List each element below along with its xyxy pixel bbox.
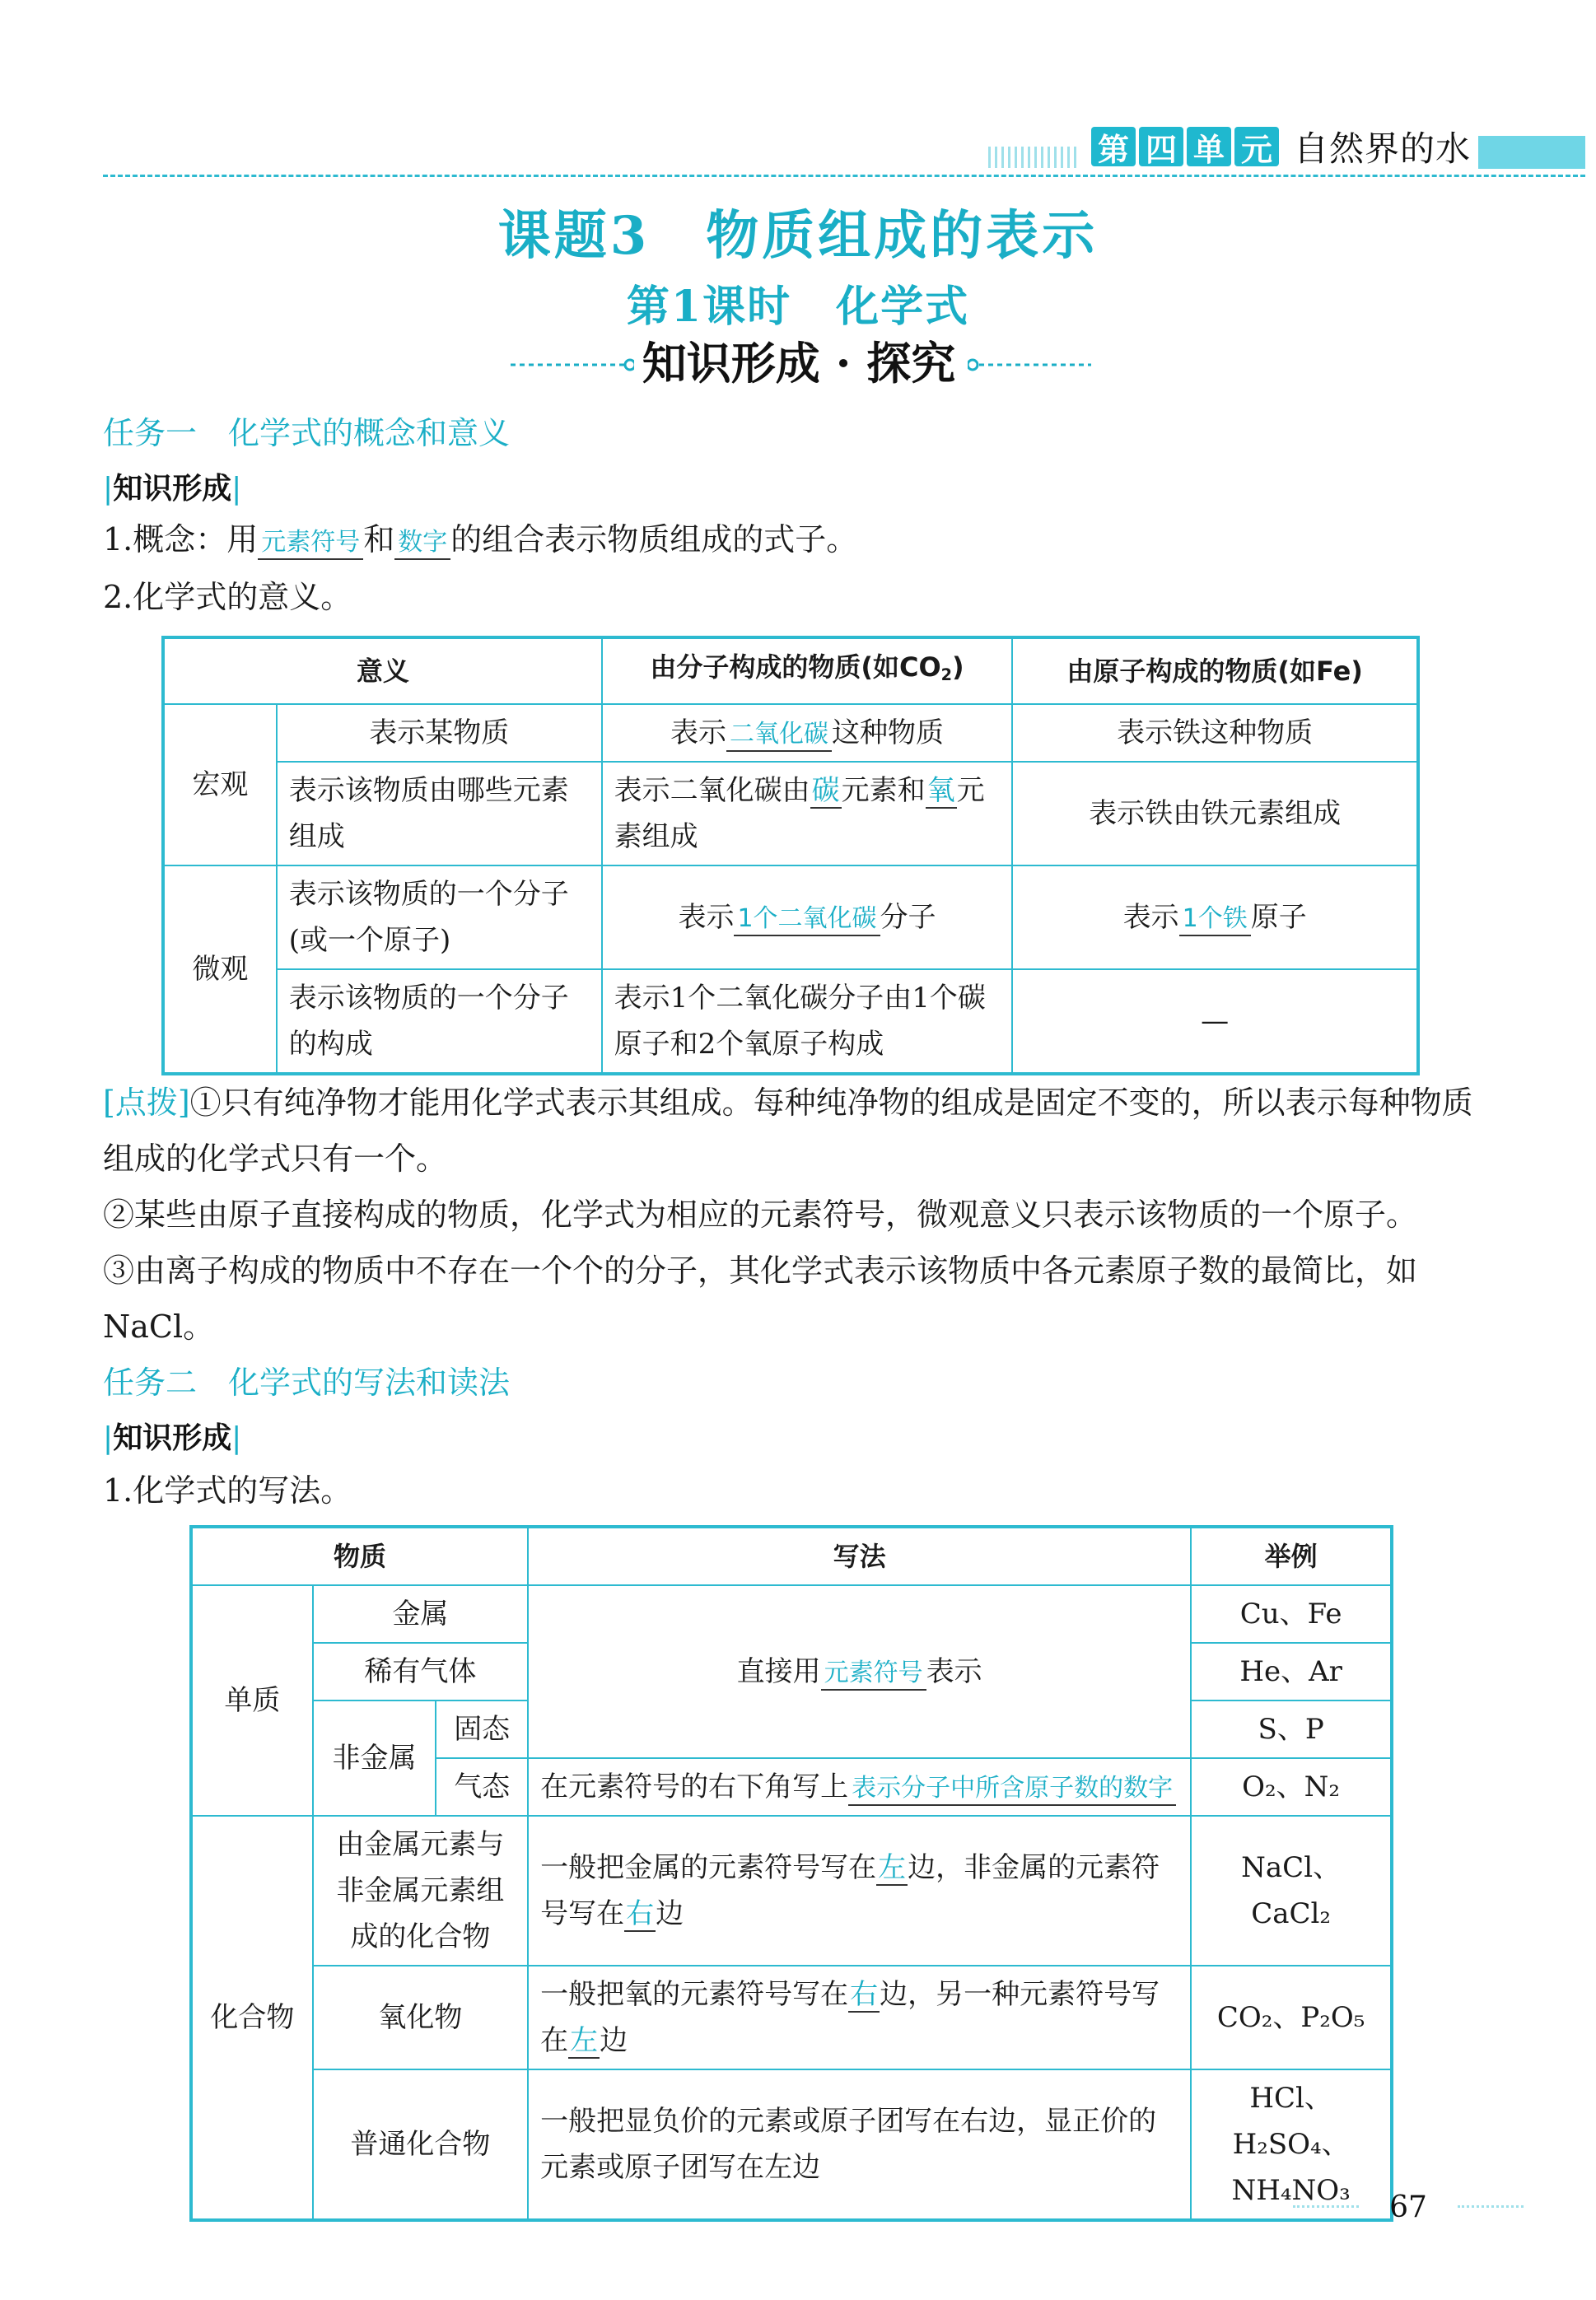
unit-char: 第	[1091, 127, 1136, 166]
table-row	[163, 865, 1418, 969]
unit-name: 自然界的水	[1294, 128, 1472, 169]
table-cell: 表示 二氧化碳 这种物质	[602, 704, 1013, 762]
table-cell: 化合物	[191, 1816, 313, 2220]
table-cell: 表示该物质的一个分子(或一个原子)	[277, 865, 602, 969]
answer-blank: 左	[878, 1851, 907, 1884]
table-cell: He、Ar	[1191, 1643, 1392, 1701]
unit-char: 单	[1187, 127, 1231, 166]
table-row	[191, 1585, 1392, 1643]
table-header: 物质	[191, 1527, 528, 1585]
task2-heading: 任务二 化学式的写法和读法	[103, 1365, 511, 1401]
table-header: 意义	[163, 637, 602, 704]
concept-line: 1.概念：用 元素符号 和 数字 的组合表示物质组成的式子。	[103, 519, 857, 560]
writing-table	[189, 1525, 1393, 2222]
table-row	[191, 2069, 1392, 2220]
table-header: 由原子构成的物质(如Fe)	[1012, 637, 1418, 704]
page-ornament	[1458, 2205, 1524, 2213]
table-cell: 气态	[436, 1758, 528, 1816]
table-cell: 一般把显负价的元素或原子团写在右边，显正价的元素或原子团写在左边	[528, 2069, 1191, 2220]
header-decoration	[988, 147, 1079, 168]
table-cell: 稀有气体	[313, 1643, 528, 1701]
table-row	[191, 1527, 1392, 1585]
answer-blank: 数字	[394, 527, 450, 560]
unit-char: 四	[1139, 127, 1183, 166]
table-header: 举例	[1191, 1527, 1392, 1585]
answer-blank: 右	[626, 1897, 655, 1930]
table-cell: 表示铁由铁元素组成	[1012, 762, 1418, 865]
table-row	[191, 1816, 1392, 1966]
table-cell: HCl、H₂SO₄、 NH₄NO₃	[1191, 2069, 1392, 2220]
table-row	[163, 637, 1418, 704]
right-ornament-icon	[968, 358, 1091, 371]
meaning-table	[161, 636, 1420, 1075]
micro-label: 微观	[163, 865, 277, 1074]
table-row	[163, 704, 1418, 762]
section-banner	[519, 334, 1079, 393]
table-row	[163, 969, 1418, 1074]
lesson-title: 课题3 物质组成的表示	[497, 205, 1099, 267]
tip-text: ③由离子构成的物质中不存在一个个的分子，其化学式表示该物质中各元素原子数的最简比，如NaCl。	[103, 1253, 1418, 1345]
table-cell: 普通化合物	[313, 2069, 528, 2220]
table-cell: 由金属元素与非金属元素组成的化合物	[313, 1816, 528, 1966]
meaning-title: 2.化学式的意义。	[103, 579, 352, 615]
header-bar	[1478, 136, 1585, 169]
answer-blank: 1个二氧化碳	[734, 903, 880, 936]
table-cell: 非金属	[313, 1701, 436, 1816]
table-cell: S、P	[1191, 1701, 1392, 1758]
table-cell: 一般把氧的元素符号写在右边，另一种元素符号写在左边	[528, 1966, 1191, 2069]
table-cell: 表示该物质由哪些元素组成	[277, 762, 602, 865]
answer-blank: 左	[570, 2024, 599, 2057]
answer-blank: 元素符号	[821, 1658, 926, 1691]
banner-title: 知识形成 · 探究	[642, 337, 956, 390]
table-cell: 表示 1个二氧化碳 分子	[602, 865, 1013, 969]
table-cell: 直接用 元素符号 表示	[528, 1585, 1191, 1758]
table-cell: Cu、Fe	[1191, 1585, 1392, 1643]
answer-blank: 元素符号	[258, 527, 363, 560]
table-row	[191, 1966, 1392, 2069]
task1-heading: 任务一 化学式的概念和意义	[103, 415, 511, 451]
tip-text: ①只有纯净物才能用化学式表示其组成。每种纯净物的组成是固定不变的，所以表示每种物质组成的化学式只有一个。	[103, 1085, 1473, 1177]
unit-badge	[1091, 124, 1471, 170]
page-number: 67	[1389, 2190, 1427, 2224]
table-cell: 表示1个二氧化碳分子由1个碳原子和2个氧原子构成	[602, 969, 1013, 1074]
table-header: 由分子构成的物质(如$CO_2$)	[602, 637, 1013, 704]
table-cell: 金属	[313, 1585, 528, 1643]
table-cell: 表示某物质	[277, 704, 602, 762]
table-cell: 表示该物质的一个分子的构成	[277, 969, 602, 1074]
unit-char: 元	[1234, 127, 1279, 166]
answer-blank: 右	[850, 1978, 879, 2011]
table-row	[163, 762, 1418, 865]
table-cell: —	[1012, 969, 1418, 1074]
answer-blank: 1个铁	[1179, 903, 1251, 936]
answer-blank: 碳	[811, 773, 840, 807]
answer-blank: 氧	[926, 773, 955, 807]
table-cell: 表示二氧化碳由碳元素和氧元素组成	[602, 762, 1013, 865]
page-ornament	[1293, 2205, 1359, 2213]
table-cell: 表示铁这种物质	[1012, 704, 1418, 762]
table-cell: 一般把金属的元素符号写在左边，非金属的元素符号写在右边	[528, 1816, 1191, 1966]
table-header: 写法	[528, 1527, 1191, 1585]
table-cell: 氧化物	[313, 1966, 528, 2069]
knowledge-label: |知识形成|	[103, 472, 242, 506]
tip-text: ②某些由原子直接构成的物质，化学式为相应的元素符号，微观意义只表示该物质的一个原子。	[103, 1197, 1418, 1233]
answer-blank: 表示分子中所含原子数的数字	[848, 1773, 1176, 1806]
table-cell: CO₂、P₂O₅	[1191, 1966, 1392, 2069]
table-cell: 表示 1个铁 原子	[1012, 865, 1418, 969]
table-cell: NaCl、CaCl₂	[1191, 1816, 1392, 1966]
table-cell: O₂、N₂	[1191, 1758, 1392, 1816]
tip-label: [点拨]	[103, 1085, 190, 1121]
table-cell: 固态	[436, 1701, 528, 1758]
answer-blank: 二氧化碳	[726, 719, 832, 752]
macro-label: 宏观	[163, 704, 277, 865]
knowledge-label: |知识形成|	[103, 1421, 242, 1455]
table-cell: 在元素符号的右下角写上 表示分子中所含原子数的数字	[528, 1758, 1191, 1816]
header-divider	[103, 175, 1585, 177]
tip-block	[103, 1075, 1486, 1355]
write-title: 1.化学式的写法。	[103, 1472, 352, 1509]
table-cell: 单质	[191, 1585, 313, 1816]
session-title: 第1课时 化学式	[626, 282, 970, 332]
